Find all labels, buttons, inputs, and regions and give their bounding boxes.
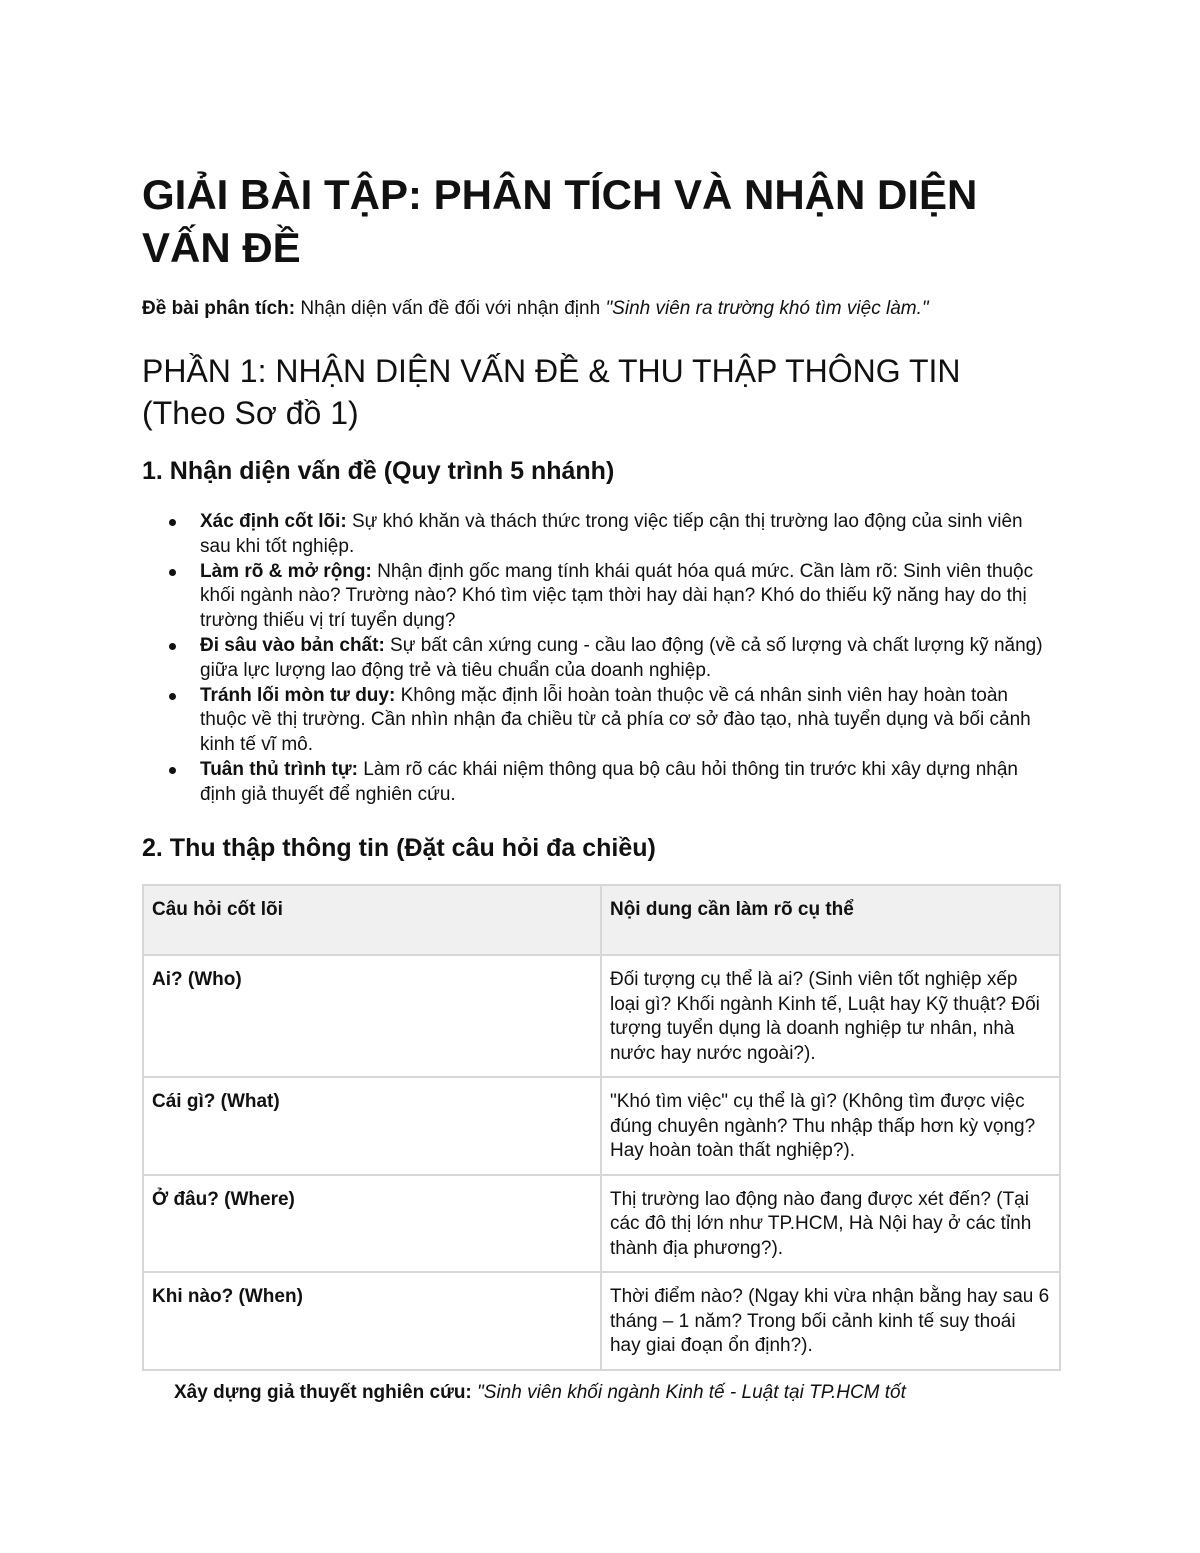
list-item-term: Làm rõ & mở rộng: — [200, 560, 372, 582]
subsection-2-title: 2. Thu thập thông tin (Đặt câu hỏi đa chiều) — [142, 834, 656, 862]
intro-quote: "Sinh viên ra trường khó tìm việc làm." — [605, 298, 929, 319]
hypothesis-paragraph — [174, 1380, 1074, 1406]
table-header-row — [143, 885, 1060, 955]
list-item-text: Không mặc định lỗi hoàn toàn thuộc về cá nhân sinh viên hay hoàn toàn thuộc về thị trường. Cần nhìn nhận đa chiều từ cả phía cơ sở đào tạo, nhà tuyển dụng và bối cảnh kinh tế vĩ mô. — [200, 684, 1031, 756]
hypothesis-quote: "Sinh viên khối ngành Kinh tế - Luật tại TP.HCM tốt — [471, 1382, 906, 1403]
list-item-term: Tránh lối mòn tư duy: — [200, 684, 396, 706]
list-item — [200, 510, 1050, 560]
list-item-text: Làm rõ các khái niệm thông qua bộ câu hỏi thông tin trước khi xây dựng nhận định giả thuyết để nghiên cứu. — [200, 758, 1018, 805]
list-item-term: Xác định cốt lõi: — [200, 511, 347, 532]
list-item — [200, 684, 1050, 758]
list-item-term: Tuân thủ trình tự: — [200, 758, 358, 780]
answer-cell: "Khó tìm việc" cụ thể là gì? (Không tìm được việc đúng chuyên ngành? Thu nhập thấp hơn kỳ vọng? Hay hoàn toàn thất nghiệp?). — [601, 1077, 1060, 1175]
problem-identification-list — [200, 510, 1050, 808]
section-1-title: PHẦN 1: NHẬN DIỆN VẤN ĐỀ & THU THẬP THÔNG TIN (Theo Sơ đồ 1) — [142, 353, 961, 431]
question-cell: Cái gì? (What) — [143, 1077, 601, 1175]
hypothesis-label: Xây dựng giả thuyết nghiên cứu: — [174, 1382, 472, 1403]
table-header-cell: Nội dung cần làm rõ cụ thể — [601, 885, 1060, 955]
table-row — [143, 1272, 1060, 1370]
question-cell: Ai? (Who) — [143, 955, 601, 1077]
list-item-term: Đi sâu vào bản chất: — [200, 634, 385, 656]
intro-paragraph — [142, 296, 1062, 322]
table-row — [143, 1077, 1060, 1175]
subsection-1-title: 1. Nhận diện vấn đề (Quy trình 5 nhánh) — [142, 457, 615, 485]
questions-table — [142, 884, 1061, 1371]
table-header-cell: Câu hỏi cốt lõi — [143, 885, 601, 955]
question-cell: Ở đâu? (Where) — [143, 1175, 601, 1273]
bullet-icon — [169, 519, 176, 526]
list-item-text: Sự khó khăn và thách thức trong việc tiếp cận thị trường lao động của sinh viên sau khi tốt nghiệp. — [200, 511, 1023, 557]
table-row — [143, 1175, 1060, 1273]
list-item-text: Nhận định gốc mang tính khái quát hóa quá mức. Cần làm rõ: Sinh viên thuộc khối ngành nào? Trường nào? Khó tìm việc tạm thời hay dài hạn? Khó do thiếu kỹ năng hay do thị trường thiếu vị trí tuyển dụng? — [200, 560, 1034, 632]
bullet-icon — [169, 693, 176, 700]
answer-cell: Thời điểm nào? (Ngay khi vừa nhận bằng hay sau 6 tháng – 1 năm? Trong bối cảnh kinh tế suy thoái hay giai đoạn ổn định?). — [601, 1272, 1060, 1370]
bullet-icon — [169, 569, 176, 576]
answer-cell: Thị trường lao động nào đang được xét đến? (Tại các đô thị lớn như TP.HCM, Hà Nội hay ở các tỉnh thành địa phương?). — [601, 1175, 1060, 1273]
bullet-icon — [169, 643, 176, 650]
answer-cell: Đối tượng cụ thể là ai? (Sinh viên tốt nghiệp xếp loại gì? Khối ngành Kinh tế, Luật hay Kỹ thuật? Đối tượng tuyển dụng là doanh nghiệp tư nhân, nhà nước hay nước ngoài?). — [601, 955, 1060, 1077]
list-item — [200, 758, 1050, 808]
intro-text: Nhận diện vấn đề đối với nhận định — [295, 298, 606, 319]
bullet-icon — [169, 767, 176, 774]
table-row — [143, 955, 1060, 1077]
list-item — [200, 634, 1050, 684]
document-title: GIẢI BÀI TẬP: PHÂN TÍCH VÀ NHẬN DIỆN VẤN ĐỀ — [142, 171, 978, 271]
question-cell: Khi nào? (When) — [143, 1272, 601, 1370]
list-item-text: Sự bất cân xứng cung - cầu lao động (về cả số lượng và chất lượng kỹ năng) giữa lực lượng lao động trẻ và tiêu chuẩn của doanh nghiệp. — [200, 634, 1043, 681]
list-item — [200, 560, 1050, 634]
intro-label: Đề bài phân tích: — [142, 298, 296, 319]
